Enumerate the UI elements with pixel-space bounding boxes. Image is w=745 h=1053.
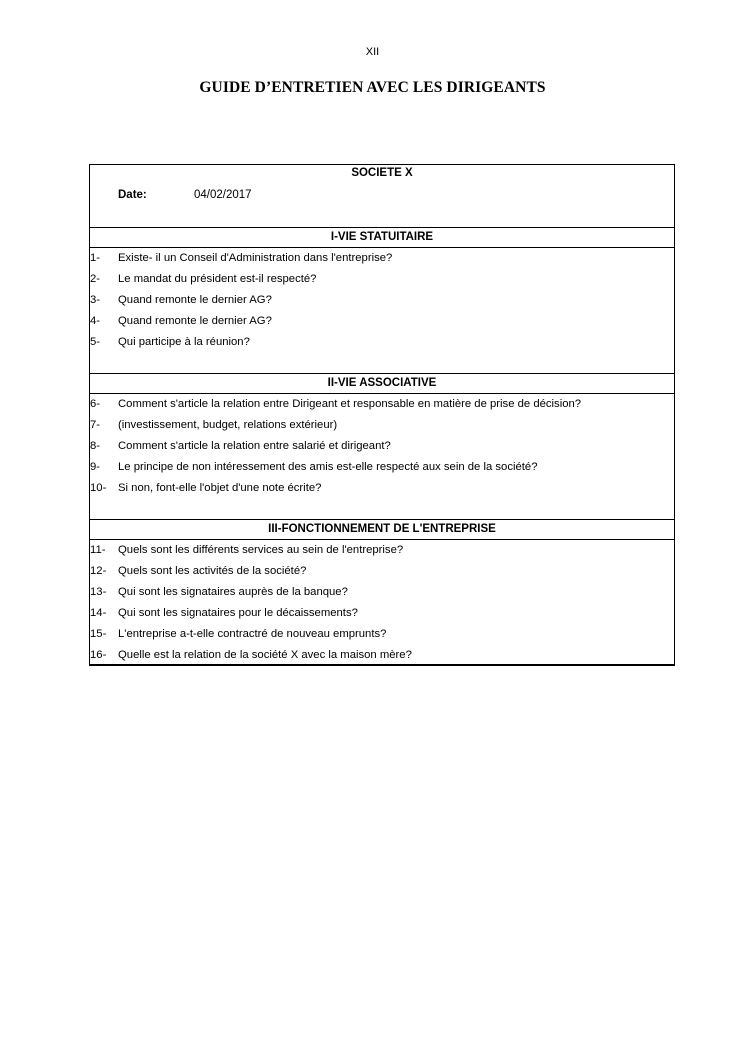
question-row xyxy=(90,624,674,645)
question-text: Quand remonte le dernier AG? xyxy=(118,315,272,327)
question-row xyxy=(90,457,674,478)
question-row xyxy=(90,561,674,582)
question-text: (investissement, budget, relations extérieur) xyxy=(118,419,338,431)
question-text: Quand remonte le dernier AG? xyxy=(118,294,272,306)
question-row xyxy=(90,394,674,415)
question-row xyxy=(90,582,674,603)
question-text: Le principe de non intéressement des amis est-elle respecté aux sein de la société? xyxy=(118,461,538,473)
question-number: 6- xyxy=(90,398,101,410)
question-text: Le mandat du président est-il respecté? xyxy=(118,273,317,285)
question-number: 9- xyxy=(90,461,101,473)
question-text: Quelle est la relation de la société X avec la maison mère? xyxy=(118,649,412,661)
question-text: Qui sont les signataires auprès de la banque? xyxy=(118,586,348,598)
question-text: Si non, font-elle l'objet d'une note écrite? xyxy=(118,482,322,494)
question-number: 12- xyxy=(90,565,107,577)
question-text: L'entreprise a-t-elle contractré de nouveau emprunts? xyxy=(118,628,387,640)
question-number: 16- xyxy=(90,649,107,661)
question-text: Comment s'article la relation entre salarié et dirigeant? xyxy=(118,440,391,452)
date-label: Date: xyxy=(118,189,147,201)
question-row xyxy=(90,269,674,290)
question-number: 5- xyxy=(90,336,101,348)
question-number: 15- xyxy=(90,628,107,640)
question-number: 10- xyxy=(90,482,107,494)
question-row xyxy=(90,290,674,311)
question-row xyxy=(90,645,674,666)
question-number: 4- xyxy=(90,315,101,327)
question-number: 7- xyxy=(90,419,101,431)
question-text: Qui sont les signataires pour le décaissements? xyxy=(118,607,358,619)
question-text: Quels sont les différents services au sein de l'entreprise? xyxy=(118,544,404,556)
question-row xyxy=(90,436,674,457)
date-value: 04/02/2017 xyxy=(194,189,252,201)
question-number: 8- xyxy=(90,440,101,452)
question-row xyxy=(90,478,674,499)
question-text: Existe- il un Conseil d'Administration dans l'entreprise? xyxy=(118,252,393,264)
interview-form-table xyxy=(89,164,675,665)
section-title-vie-statutaire: I-VIE STATUITAIRE xyxy=(330,231,434,243)
question-row xyxy=(90,311,674,332)
question-text: Qui participe à la réunion? xyxy=(118,336,250,348)
question-number: 13- xyxy=(90,586,107,598)
document-title: GUIDE D’ENTRETIEN AVEC LES DIRIGEANTS xyxy=(199,79,546,96)
question-number: 11- xyxy=(90,544,106,556)
question-row xyxy=(90,415,674,436)
question-number: 14- xyxy=(90,607,107,619)
question-number: 2- xyxy=(90,273,101,285)
question-number: 3- xyxy=(90,294,101,306)
question-text: Quels sont les activités de la société? xyxy=(118,565,307,577)
question-row xyxy=(90,332,674,353)
page-number: XII xyxy=(365,46,380,58)
section-title-fonctionnement: III-FONCTIONNEMENT DE L'ENTREPRISE xyxy=(268,523,496,535)
section-title-vie-associative: II-VIE ASSOCIATIVE xyxy=(327,377,437,389)
question-row xyxy=(90,248,674,269)
question-row xyxy=(90,603,674,624)
question-number: 1- xyxy=(90,252,101,264)
company-name: SOCIETE X xyxy=(351,167,413,179)
question-row xyxy=(90,540,674,561)
question-text: Comment s'article la relation entre Dirigeant et responsable en matière de prise de décision? xyxy=(118,398,582,410)
